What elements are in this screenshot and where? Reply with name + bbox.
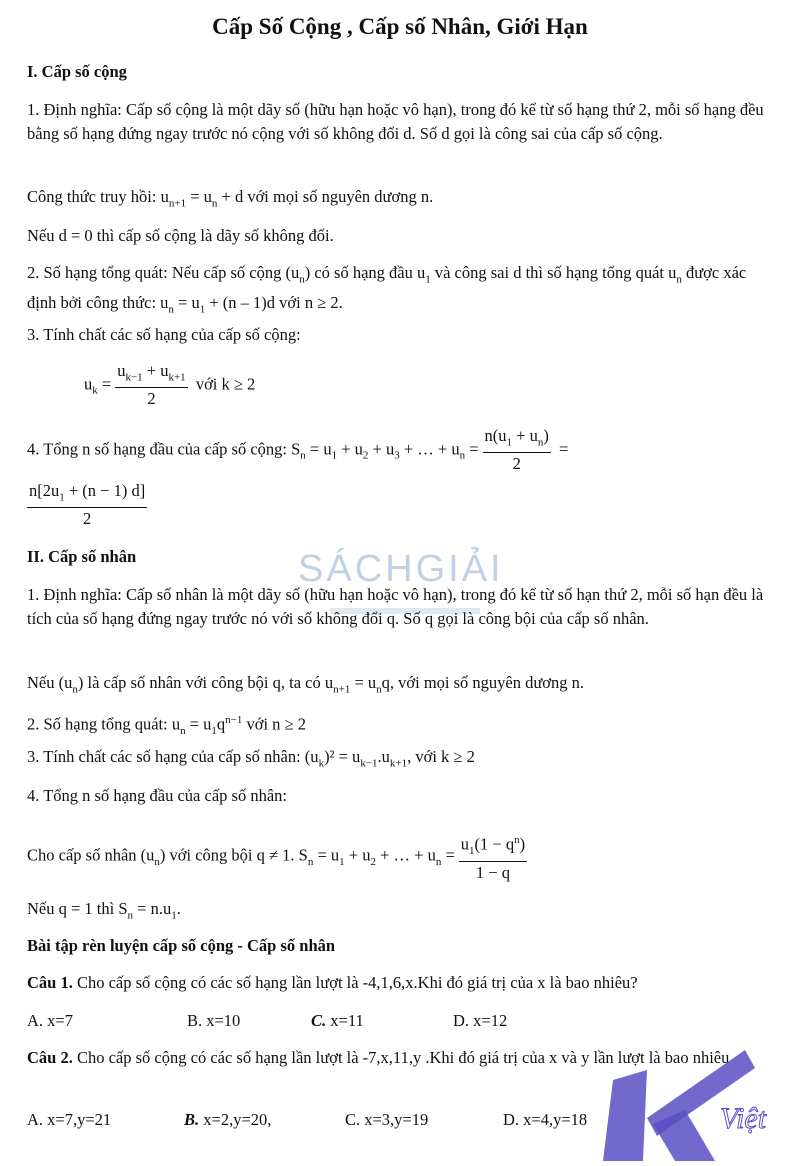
s1-constant-note: Nếu d = 0 thì cấp số cộng là dãy số không đổi.: [27, 226, 334, 245]
exercise-heading: Bài tập rèn luyện cấp số cộng - Cấp số nhân: [27, 936, 336, 955]
q1-option-d[interactable]: D. x=12: [453, 1011, 508, 1030]
question-2: Câu 2. Cho cấp số cộng có các số hạng lần lượt là -7,x,11,y .Khi đó giá trị của x và y lần lượt là bao nhiêu: [27, 1048, 730, 1067]
page-title: Cấp Số Cộng , Cấp số Nhân, Giới Hạn: [212, 14, 588, 39]
s1-property-heading: 3. Tính chất các số hạng của cấp số cộng:: [27, 325, 301, 344]
s1-definition: 1. Định nghĩa: Cấp số cộng là một dãy số (hữu hạn hoặc vô hạn), trong đó kể từ số hạng thứ 2, mỗi số hạng đều bằng số hạng đứng ngay trước nó cộng với số không đổi d. Số d gọi là công sai của cấp số cộng.: [27, 100, 764, 143]
s1-property-formula: $u_k$ = $\frac{u_{k-1} + u_{k+1}}{2}$ với k ≥ 2: [84, 361, 256, 409]
section-1-heading: I. Cấp số cộng: [27, 62, 127, 81]
q2-option-a[interactable]: A. x=7,y=21: [27, 1110, 112, 1129]
q2-option-c[interactable]: C. x=3,y=19: [345, 1110, 429, 1129]
s1-sum-formula: 4. Tổng n số hạng đầu của cấp số cộng: $S_n = u_1 + u_2 + u_3$ + … + $u_n$ = $\frac{n(u_1 + u_n)}{2}$ =: [27, 426, 569, 474]
s1-recurrence: Công thức truy hồi: $u_{n+1} = u_n + d$ với mọi số nguyên dương n.: [27, 187, 434, 210]
s1-general-term: 2. Số hạng tổng quát: Nếu cấp số cộng $(u_n)$ có số hạng đầu $u_1$ và công sai d thì số hạng tổng quát $u_n$ được xác định bởi công thức: $u_n = u_1 + (n - 1)d$ với n ≥ 2.: [27, 263, 747, 316]
s2-definition: 1. Định nghĩa: Cấp số nhân là một dãy số (hữu hạn hoặc vô hạn), trong đó kể từ số hạn thứ 2, mỗi số hạn đều là tích của số hạng đứng ngay trước nó với số không đổi q. Số q gọi là công bội của cấp số nhân.: [27, 585, 764, 628]
q2-option-b[interactable]: B. x=2,y=20,: [184, 1110, 272, 1129]
q1-option-b[interactable]: B. x=10: [187, 1011, 241, 1030]
s2-property: 3. Tính chất các số hạng của cấp số nhân: $(u_k)^2 = u_{k-1}.u_{k+1}$, với k ≥ 2: [27, 747, 475, 770]
s1-sum-formula-alt: $\frac{n[2u_1 + (n - 1) d]}{2}$: [29, 481, 146, 529]
logo-text: Việt: [720, 1102, 767, 1135]
q1-option-c[interactable]: C. x=11: [311, 1011, 364, 1030]
question-1: Câu 1. Cho cấp số cộng có các số hạng lần lượt là -4,1,6,x.Khi đó giá trị của x là bao nhiêu?: [27, 973, 638, 992]
q2-option-d[interactable]: D. x=4,y=18: [503, 1110, 588, 1129]
s2-sum-formula: Cho cấp số nhân $(u_n)$ với công bội q ≠ 1. $S_n = u_1 + u_2$ + … + $u_n$ = $\frac{u_1(1 - q^n)}{1 - q}$: [27, 830, 770, 884]
s2-recurrence: Nếu $(u_n)$ là cấp số nhân với công bội q, ta có $u_{n+1} = u_nq$, với mọi số nguyên dương n.: [27, 673, 585, 696]
watermark: SÁCHGIẢI: [298, 548, 504, 590]
s2-sum-heading: 4. Tổng n số hạng đầu của cấp số nhân:: [27, 786, 287, 805]
logo-k-icon: [595, 1040, 800, 1161]
q1-option-a[interactable]: A. x=7: [27, 1011, 73, 1030]
s2-q-equals-one: Nếu q = 1 thì $S_n = n.u_1$.: [27, 899, 181, 922]
section-2-heading: II. Cấp số nhân: [27, 547, 137, 566]
site-logo: [595, 1040, 800, 1166]
question-1-options: [27, 1009, 770, 1033]
s2-general-term: 2. Số hạng tổng quát: $u_n = u_1q^{n-1}$ với n ≥ 2: [27, 714, 306, 737]
